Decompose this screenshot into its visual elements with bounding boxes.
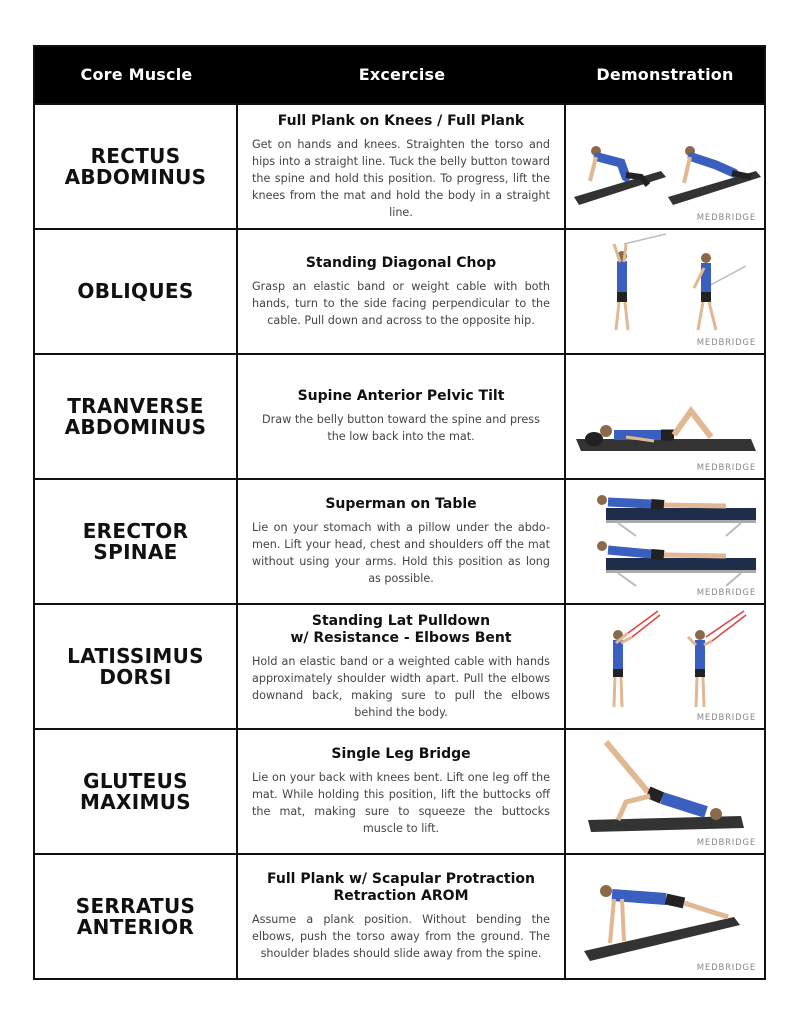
muscle-name: GLUTEUS MAXIMUS [80,768,191,814]
table-row [35,353,764,478]
exercise-description: Get on hands and knees. Straighten the torso and hips into a straight line. Tuck the belly button toward the spine and hold this position. To progress, lift the knees from the mat and hold the body in a straight line. [252,137,550,219]
table-row [35,728,764,853]
table-row [35,228,764,353]
pelvic-tilt-figure-icon [566,355,764,478]
medbridge-logo: MEDBRIDGE [696,838,756,848]
demonstration-image [566,105,764,228]
diagonal-chop-figures-icon [566,230,764,353]
scapular-plank-figure-icon [566,855,764,978]
muscle-name: LATISSIMUS DORSI [67,643,204,689]
demonstration-image [566,605,764,728]
header-demonstration: Demonstration [596,65,734,84]
exercise-description: Hold an elastic band or a weighted cable with hands approximately shoulder width apart. Pull the elbows downand back, making sure to pull the elbows behind the body. [252,654,550,719]
medbridge-logo: MEDBRIDGE [696,338,756,348]
muscle-name: RECTUS ABDOMINUS [64,143,207,189]
single-leg-bridge-figure-icon [566,730,764,853]
exercise-description: Lie on your back with knees bent. Lift one leg off the mat. While holding this position, lift the buttocks off the mat, making sure to squeeze the buttocks muscle to lift. [252,771,550,835]
plank-figures-icon [566,105,764,228]
medbridge-logo: MEDBRIDGE [696,213,756,223]
exercise-description: Assume a plank position. Without bending the elbows, push the torso away from the ground. The shoulder blades should slide away from the spine. [252,913,550,960]
exercise-table [33,45,766,980]
table-row [35,853,764,978]
demonstration-image [566,855,764,978]
exercise-title: Standing Lat Pulldown w/ Resistance - Elbows Bent [290,612,512,646]
table-row [35,103,764,228]
exercise-description: Lie on your stomach with a pillow under the abdo-men. Lift your head, chest and shoulders off the mat without using your arms. Hold this position as long as possible. [252,521,550,585]
superman-table-figures-icon [566,480,764,603]
medbridge-logo: MEDBRIDGE [696,713,756,723]
muscle-name: TRANVERSE ABDOMINUS [64,393,207,439]
lat-pulldown-figures-icon [566,605,764,728]
table-header [35,47,764,103]
table-row [35,478,764,603]
muscle-name: SERRATUS ANTERIOR [75,893,196,939]
header-exercise: Excercise [358,65,446,84]
demonstration-image [566,730,764,853]
header-core-muscle: Core Muscle [80,65,193,84]
medbridge-logo: MEDBRIDGE [696,588,756,598]
medbridge-logo: MEDBRIDGE [696,463,756,473]
exercise-title: Full Plank on Knees / Full Plank [277,112,525,129]
muscle-name: OBLIQUES [77,279,194,303]
demonstration-image [566,355,764,478]
demonstration-image [566,230,764,353]
exercise-description: Draw the belly button toward the spine and press the low back into the mat. [262,413,540,443]
exercise-title: Full Plank w/ Scapular Protraction Retraction AROM [267,871,535,904]
exercise-title: Standing Diagonal Chop [305,254,497,271]
exercise-description: Grasp an elastic band or weight cable with both hands, turn to the side facing perpendicular to the cable. Pull down and across to the opposite hip. [252,279,550,327]
muscle-name: ERECTOR SPINAE [82,518,189,564]
demonstration-image [566,480,764,603]
exercise-title: Supine Anterior Pelvic Tilt [297,388,505,404]
exercise-title: Superman on Table [325,496,477,512]
table-row [35,603,764,728]
exercise-title: Single Leg Bridge [331,746,471,762]
medbridge-logo: MEDBRIDGE [696,963,756,973]
